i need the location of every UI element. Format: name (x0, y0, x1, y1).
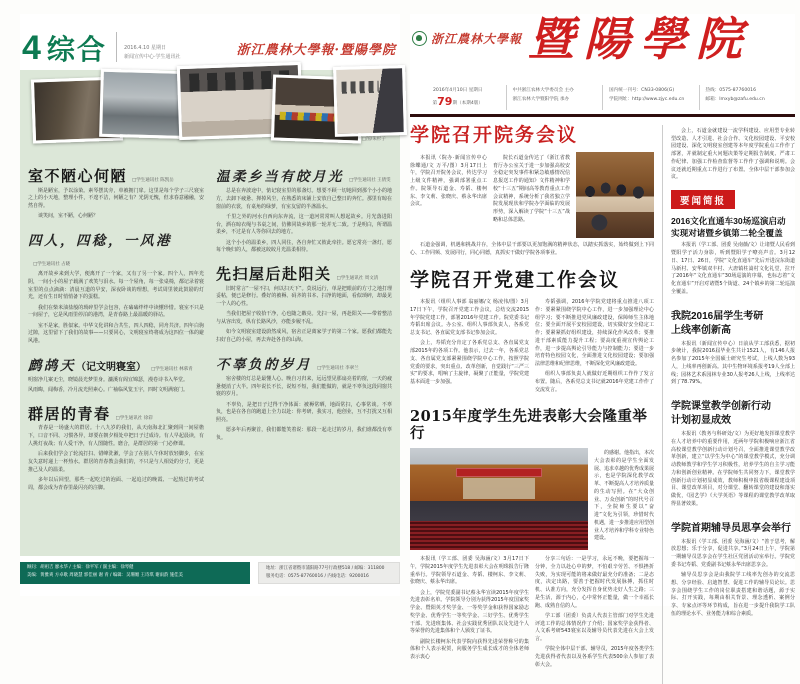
info-date: 2016年4月10日 星期日 (433, 88, 483, 93)
article-yuanwu-meeting (410, 125, 654, 257)
article-headline: 学院召开党建工作会议 (410, 268, 621, 291)
article-paragraph: 千里之外的河水自西向东奔流，这一道河常常叫人想起故乡。月光落进阳台，洒在晾衣绳与书桌之间，仿佛同故乡的那一轮并无二致。于是明白，所谓温柔乡，不过是有人等你回去的地方。 (216, 213, 392, 236)
publisher-line: 新闻宣传中心·学生通讯社 (123, 53, 181, 60)
article-paragraph: 院长石道金传达了《浙江省教育厅办公室关于进一步加强高校安全稳定突发事件和紧急敏感情况信息报送工作的通知》文件精神和学校“十三五”期间高等教育重点工作会议精神，系统分析了我省独立学院发展现状和学院办学面临的发展形势，深入解读了学院“十三五”战略和总体思路。 (493, 154, 570, 223)
organizer-line-1: 中共浙江农林大学委员会 主办 (512, 88, 574, 93)
masthead-script: 浙江農林大學報·暨陽學院 (236, 43, 396, 58)
article-title: 室不陋心何陋 (28, 167, 128, 185)
article-wenrouxiang (216, 166, 392, 255)
address-line-2: 服务电话：0575-87760016 / 内线电话：9200016 (266, 573, 369, 579)
right-page-masthead (410, 14, 795, 80)
article-paragraph: 离开故乡来到大学，便离开了一个家，又有了另一个家。四个人，四年光阴，一间小小的屋子载满了欢笑与泪水。每一个屋角，每一张桌椅，都记录着寝室里的点点滴滴：清晨互道的早安，深夜卧谈的理想，考试周里彼此鼓励的灯光，还有生日时悄悄备下的蛋糕。 (28, 271, 204, 301)
stage-area (463, 478, 534, 498)
dorm-photo-5 (333, 65, 407, 137)
article-paragraph: 学院全体中层干部、辅导员，2015年度各类学生先进获得者代表以及各系学生代表500余人参加了表彰大会。 (535, 646, 654, 668)
masthead-title: 暨陽學院 (528, 12, 752, 66)
info-date-issue (410, 85, 506, 110)
poem-line: 明窗净几案无尘，晓镜晨光梦里身。濂溪有阁宜锦瑟，漫卷诗书入华堂。 (28, 376, 189, 383)
article-paragraph: 的感谢。他指出，本次大会表彰的是学生全面发展、追求卓越的优秀成果展示，也是学院深化教学改革、不断提高人才培养质量的生动写照。在“大众创业、万众创新”的时代号召下，全院师生要以“奋进”文化为引领，珍惜时代机遇，进一步推进应用型创业人才培养和学科专业特色建设。 (594, 450, 655, 542)
page-number: 4 (22, 29, 41, 68)
brand-small (412, 30, 522, 47)
newspaper-page-right (410, 12, 795, 668)
brief-title-line2: 上线率创新高 (671, 324, 731, 336)
article-paragraph: 室不是家，胜似家。中华文化讲和合共生，四人四稔，同舟共济。四年白驹过隙，这里留下了我们的故事——只要同心，文明寝室终将成为这四位一体的避风港。 (28, 322, 204, 345)
article-paragraph: 分享三句话：一是学习，永远不晚，要把握每一分钟，全力以赴心中的梦，不怕艰辛劳苦、不惧挫折失败，为实现可能的将来做好最充分的准备；二是态度，决定出路，要善于把握时代发展脉搏，抓住时机、认准方向，充分发挥自身优势走好人生之路；三是生活，源于内心，心中常怀正能量，做一个幸福长跑、成熟自信的人。 (535, 556, 654, 609)
article-byline: □学生通讯社 王倩雯 (349, 178, 391, 183)
article-paragraph: 本报讯（组织人事部 翁丽娜/文 杨凌伟/图）3月17日下午，学院召开党建工作会议，总结交流2015年学院党建工作，部署2016年党建工作。院党委书记寿韬出席会议。办公室、组织人事部负责人，各系党总支书记、各直属党支部书记参加会议。 (410, 299, 529, 337)
masthead-rule (410, 114, 795, 117)
meeting-photo (576, 152, 654, 238)
brief-paragraph: 本报讯（学工部、团委 吴海涵/文）“善于思考，解放思想；乐于分享，促进共享。”3月24日上午，学院第一期辅导员思享会在学生社区党团活动室举行。学院党委书记寿韬、党委副书记蔡永华出席思享会。 (671, 538, 795, 568)
article-paragraph: 我们在柴米油盐般的琐碎里学会包容，在磕磕绊绊中读懂珍惜。寝室不只是一间屋子，它是风雨里停泊的港湾，是青春路上最温暖的驿站。 (28, 304, 204, 319)
article-paragraph: 不辜负，是把日子过得干净体面：被褥常晒，地面常扫，心事常谈。不辜负，也是在各自的跑道上全力以赴：你考研，我实习，他创业，互不打扰又互相照亮。 (216, 401, 392, 424)
article-title: 温柔乡当有皎月光 (216, 169, 344, 185)
article-byline: □学生通讯社 李翠兰 (317, 365, 359, 371)
article-paragraph: 旧时常言“一屋不扫，何以扫天下”。莫说远行，单是把眼前的方寸之地打理妥帖，便已是修行。叠好的被褥、码齐的书本、扫净的地面，看似琐碎，却最见一个人的心性。 (216, 285, 392, 308)
article-paragraph: 石道金强调，机遇和挑战并存，全体中层干部要以更加饱满的精神状态，以踏实抓落实，始终做到上下同心、工作同频、发展同行，同心同德，真抓实干做好学院各项事业。 (410, 242, 654, 257)
article-byline: □学生通讯社 徐彩 (115, 415, 153, 421)
university-logo-icon (412, 31, 427, 46)
poem-line: 风雨晦，闻梅香，冷月流光照素心。广袖临风览玉宇，四时文明满寝门。 (28, 387, 189, 394)
issue-prefix: 第 (432, 100, 438, 106)
brief-title-line2: 实现对诸暨乡镇第二轮全覆盖 (671, 228, 783, 239)
date-line: 2016.4.10 星期日 (123, 45, 166, 51)
brief-paragraph: 本报讯（教务与科研处/文）为更好地发挥课堂教学在人才培养中的重要作用，近两年学院积极响应浙江省高校课堂教学创新行动计划号召，全面推进课堂教学改革创新，建立“以学生为中心”的课堂教学模式，充分调动教师教学和学生学习积极性，培养学生的自主学习能力和创新创业精神。在学院师生共同努力下，课堂教学创新行动计划初显成效，教师积极申报省级课程建设项目、课堂改革项目，对分课堂、翻转课堂的建设和落实做优，《园艺学》《大学英语》等课程的课堂教学改革取得显著效果。 (671, 431, 795, 507)
info-contact (699, 85, 796, 110)
article-shi-bu-lou (28, 166, 204, 221)
info-organizer (506, 85, 603, 110)
article-paragraph: 愿多年后再聚首，我们都能笑着说：那段一起走过的岁月，我们谁都没有辜负。 (216, 427, 392, 442)
article-paragraph: 宿舍楼的灯总是最懂人心。晚自习归来，远远望见那扇亮着的窗，一天的疲惫便消了大半。四年说长不长，说短不短，我们能做的，就是不辜负这段同窗共寝的岁月。 (216, 375, 392, 398)
address-box (258, 562, 400, 584)
header-divider (116, 32, 117, 62)
article-qunju (28, 404, 204, 493)
article-xiansaowu (216, 264, 392, 345)
article-title: 四人，四稔，一风港 (28, 233, 172, 249)
brief-counselor-salon (671, 522, 795, 619)
article-paragraph: 当我们把屋子收拾干净，心也随之敞亮。先扫一屋，再赴阳关——带着整洁与从容出发，纵有长路风沙，亦能步履不乱。 (216, 311, 392, 326)
brief-paragraph: 辅导员思享会是由我院学工线率先创办的交流思想、分享经验、启迪智慧、促进工作的辅导员论坛。思享会围绕学生工作的岗位职责搭建和谐话题，源于实际、打开实践，每期由相关背景、理念透析、案例分享、专家点评等环节构成，旨在进一步提升我院学工队伍的理论水平、业务能力和综合素质。 (671, 572, 795, 617)
left-page-footer (20, 562, 400, 584)
article-paragraph: 本报讯（学工部、团委 吴海涵/文）3月17日下午，学院2015年度学生先进表彰大会在明珠报告厅隆重举行。学院领导石道金、寿韬、楼柯东、李文莉、张晓庆、蔡永华出席。 (410, 556, 529, 586)
serial-line: 国内统一刊号：CN33-0806(G) (609, 88, 675, 93)
article-paragraph: 斯是陋室，予以涂染。素琴摆其旁，单被拥门扉。这里是每个学子三尺寝室之上的小天地，整理小件，不遑不洁，何陋之有？光阴无愧，但求春意融融，安然自得。 (28, 187, 204, 209)
date-block (124, 44, 181, 64)
article-paragraph: 总是在奔波途中，惦记寝室里的那盏灯。想要不顾一切地回到那个小小的地方，去卸下疲惫、掸掉风尘，在熟悉的床铺上安放自己整日的奔忙。那里有晾在窗前的衣裳，有桌角的绿萝，有室友留的半盏温水。 (216, 188, 392, 210)
organizer-line-2: 浙江农林大学暨阳学院 承办 (512, 96, 570, 102)
photo-caption: □图/朱杉子 (361, 137, 386, 142)
staff-line-1: 顾问：胡祖吉 廖永华 / 主编：徐平军 / 副主编：徐琴健 (27, 565, 134, 570)
article-title: 不辜负的岁月 (216, 356, 312, 373)
brief-title-line1: 我院2016届学生考研 (671, 310, 764, 322)
article-bugufu (216, 354, 392, 443)
sidebar-column (671, 125, 795, 684)
brief-title (671, 310, 795, 338)
article-title: 鹧鸪天 (28, 357, 76, 374)
brand-small-text: 浙江農林大學報 (431, 32, 523, 46)
brief-title (671, 400, 795, 428)
website-line: 学院网址：http://www.zjyc.edu.cn (609, 96, 685, 102)
info-issue (416, 96, 500, 109)
brief-paragraph: 本报讯（新闻宣传中心）日前从学工部获悉，据初步统计，我院2016届毕业生共计1521人，有146人报名参加了2015年全国硕士研究生考试，上线人数为93人，上线率再创新高。其中生物环境系报考19人全部上线；园林艺术系园林专业30人报考26人上线，上线率达到了78.79%。 (671, 340, 795, 386)
info-serial (602, 85, 699, 110)
article-paragraph: 学工部（团委）负责人代表主管部门对学生先进评选工作的总体情况作了介绍；国家奖学金获得者、人文系考研543寝室以及辅导员代表先进在大会上发言。 (535, 612, 654, 643)
staff-credits-bar (20, 562, 250, 584)
article-title: 群居的青春 (28, 404, 111, 423)
issue-number: 79 (437, 94, 453, 108)
article-byline: □学生通讯社 林慕青 (151, 366, 193, 372)
article-paragraph: 这个小小的温柔乡，四人同住，各自奔忙又彼此牵挂。愿它常亮一盏灯，愿每个晚归的人，都被这皎皎月光温柔相待。 (216, 239, 392, 254)
article-byline: □学生通讯社 陈凯岳 (132, 178, 174, 183)
left-page-header (20, 14, 400, 68)
article-paragraph: 组织人事部负责人就做好近期组织工作作了发言布置。随后，各系党总支书记就2016年党建工作作了交流发言。 (535, 371, 654, 393)
article-yuanwu-continuation (671, 128, 795, 182)
article-paragraph: 会上，学院党委副书记蔡永华宣读2015年度学生先进表彰名单。学院领导分别为获得2015年度国家奖学金、暨阳英才奖学金、一等奖学金和获得国家励志奖学金、优秀学生一等奖学金、三好学生、优秀学生干部、先进班集体、社会实践优秀团队以及先进个人等荣誉的先进集体和个人颁发了证书。 (410, 589, 529, 635)
brief-paragraph: 本报讯（学工部、团委 吴南薇/文）让诸暨人民看到暨阳学子活力身影，听到暨阳学子嘹亮声音。3月12日、17日、26日，学院“文化直通车”先后开进浣东街道马新村、安华镇双丰村、大唐镇柱嵩村文化礼堂，拉开了2016年“文化直通车”30场巡演的序幕，也标志着“文化直通车”开启对诸暨5个街道、24个镇乡的第二轮巡演全覆盖。 (671, 242, 795, 295)
brief-culture-bus (671, 215, 795, 296)
article-paragraph: 会上，石道金就建设一流学科建设、应用型专业转型改造、人才引进、社会合作、文化校园建设、平安校园建设、深化文明寝室创建等本年度学院重点工作作了部署，并就制定重大问题决策等定期报告制度、严肃工作纪律、加强工作检查监督等工作作了强调和说明。会议还就近期重点工作进行了布置。全体中层干部参加会议。 (671, 127, 795, 181)
article-paragraph: 多年以后回望，那些一起吃过的泡面、一起追过的晚霞、一起熬过的考试周，都会成为青春里最闪亮的注脚。 (28, 476, 204, 491)
issue-suffix: 期（本期4版） (452, 100, 483, 106)
article-dangjian-meeting (410, 270, 654, 397)
brief-title (671, 215, 795, 239)
brief-title-line1: 学院课堂教学创新行动 (671, 401, 771, 412)
article-zhegutian (28, 355, 204, 395)
brief-kaoyan (671, 310, 795, 388)
article-paragraph: 本报讯（院办·新闻宣传中心 徐蝶通/文 万平/图）3月17日上午，学院召开院务会议，传达学习上级文件精神，强调部署重点工作。院领导石道金、寿韬、楼柯东、李文莉、张晓庆、蔡永华出席会议。 (410, 154, 487, 208)
article-paragraph: 副院长楼柯东代表学院向获得先进荣誉称号的集体和个人表示祝贺，向服务学生成长成才的全体老师表示衷心 (410, 638, 529, 661)
article-paragraph: 青春是一场盛大的群居。十八九岁的我们，从天南海北汇聚到同一间屋檐下，口音不同、习惯各异，却要在朝夕相处中把日子过成诗。有人早起晨读，有人挑灯夜战；有人爱干净，有人图随性。磨合，是群居的第一门必修课。 (28, 425, 204, 447)
article-title-suffix: （记文明寝室） (76, 361, 146, 373)
column-separator (662, 125, 663, 684)
right-column (216, 166, 392, 501)
hotline-line: 热线：0575-87760016 (705, 88, 757, 93)
article-headline: 2015年度学生先进表彰大会隆重举行 (410, 408, 648, 442)
article-paragraph: 寿韬强调，2016年学院党建将重点推进八项工作：要紧紧围绕学院中心工作，进一步加强理论中心组学习；要不断推进党风廉政建设，保障师生主体地位；要全面开展平安校园建设，切实做好安全稳定工作；要紧紧抓好组织建设，持续深化作风改革；要推进干部素质能力提升工程；要高度重视宣传舆论工作，进一步提高舆论引导能力与控制能力；要进一步培育特色校园文化，全面推进文化校园建设；要加强法律思维和纪律思维，不断深化党风廉政建设。 (535, 299, 654, 368)
left-page-body-panel (20, 70, 400, 556)
article-paragraph: 后来我们学会了轮流打扫、错峰洗漱，学会了在别人午休时放轻脚步，在室友失意时递上一杯热水。群居的青春教会我们的，不只是与人相处的分寸，更是推己及人的温柔。 (28, 451, 204, 473)
article-commendation (410, 409, 654, 672)
auditorium-photo (410, 448, 588, 550)
article-si-ren (28, 230, 204, 346)
article-byline: □学生通讯社 占晓 (33, 261, 71, 267)
newspaper-page-left (20, 14, 400, 596)
brief-title-line1: 学院首期辅导员思享会举行 (671, 522, 791, 534)
section-title: 综合 (46, 33, 107, 66)
brief-title-line1: 2016文化直通车30场巡演启动 (671, 216, 786, 227)
article-paragraph: 谈笑间，室不陋，心何陋？ (38, 213, 99, 220)
article-paragraph: 如今文明寝室建设蔚然成风，宿舍正是离家学子的第二个家。愿我们都能先扫好自己的小屋，再去奔赴各自的山海。 (216, 329, 392, 344)
brief-title-line2: 计划初显成效 (671, 415, 731, 426)
staff-line-2: 美编：黄雅爽 方卓歌 周晓慧 郭佳丽 谢 青 / 编辑：吴珊媚 王诗琪 谢雨韵 施佳美 (27, 572, 183, 578)
email-line: 邮箱：lmxyb@zafu.edu.cn (705, 96, 765, 102)
masthead-info-row (410, 84, 795, 110)
address-line-1: 地址：浙江省诸暨市浦阳路77号行政楼518 / 邮编：311800 (266, 566, 385, 571)
news-briefs-badge: 要闻简报 (671, 190, 735, 209)
article-byline: □学生通讯社 周文清 (336, 276, 379, 282)
dorm-photo-collage (28, 76, 392, 154)
main-column (410, 125, 654, 684)
left-column (28, 166, 204, 501)
article-headline: 学院召开院务会议 (410, 124, 579, 147)
article-paragraph: 会上，寿韬充分肯定了各系党总支、各直属党支部2015年的各项工作。他表示，过去一年，各系党总支、各直属党支部紧紧围绕学院中心工作，按照学院党委的要求，突出重点、改革创新，自觉践行“三严三实”的要求，唱响了主旋律，凝聚了正能量，学院党建基本面进一步加强。 (410, 340, 529, 386)
article-title: 先扫屋后赴阳关 (216, 265, 332, 284)
brief-title (671, 522, 795, 536)
brief-teaching-innovation (671, 400, 795, 509)
